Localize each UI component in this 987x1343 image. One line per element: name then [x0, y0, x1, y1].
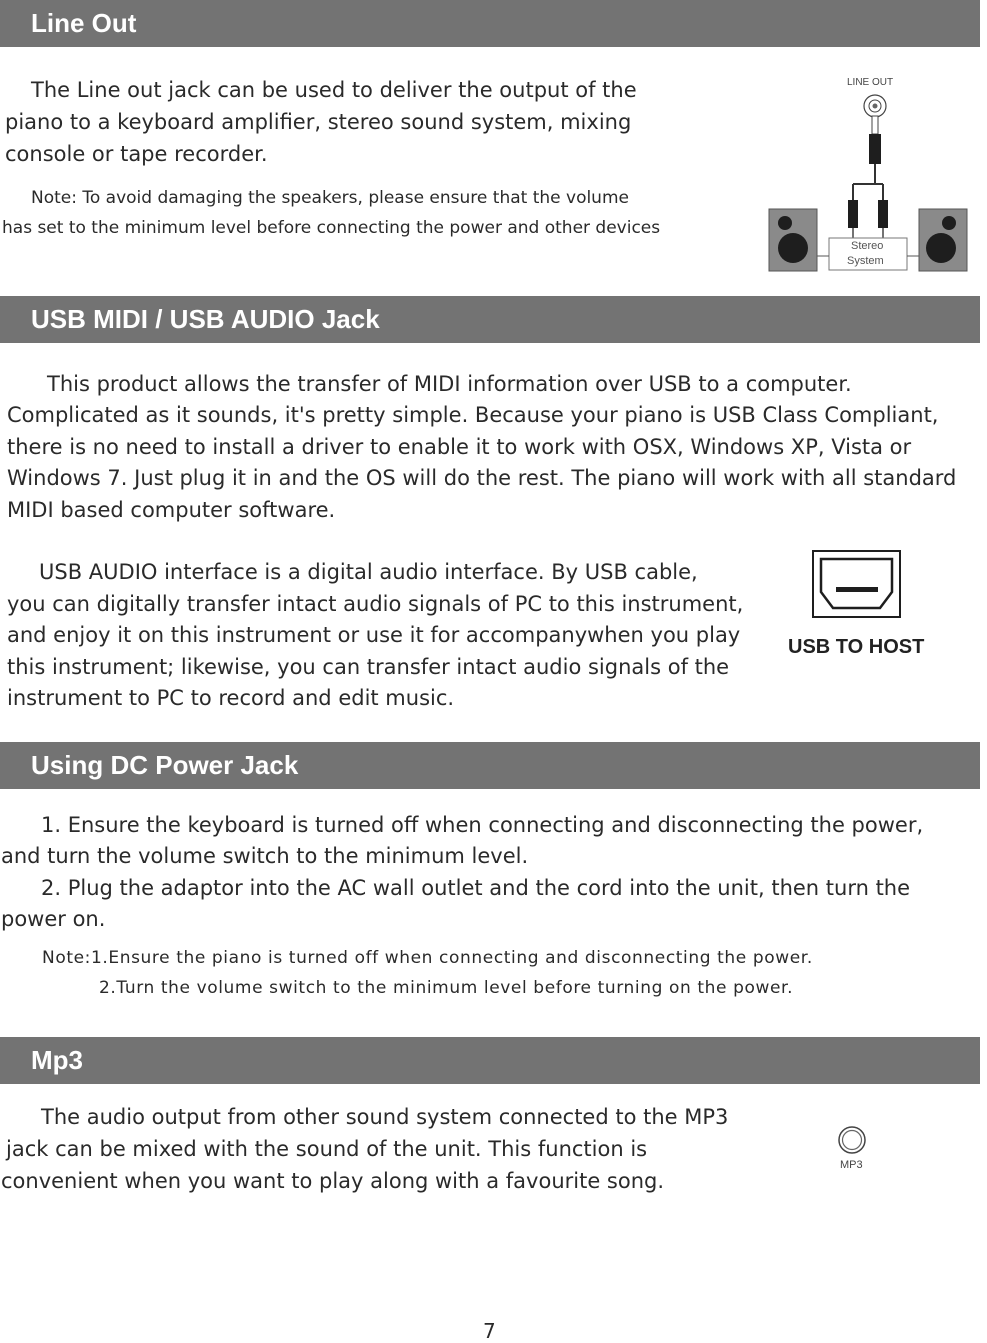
mp3-text-1: The audio output from other sound system connected to the MP3: [41, 1105, 729, 1129]
section-header-usb: [0, 296, 980, 343]
usb-para2-line-5: instrument to PC to record and edit music.: [7, 686, 455, 710]
usb-para1-line-2: Complicated as it sounds, it's pretty simple. Because your piano is USB Class Compliant,: [7, 403, 939, 427]
line-out-note-2: has set to the minimum level before connecting the power and other devices: [2, 218, 661, 238]
dc-step-1-cont: and turn the volume switch to the minimum level.: [1, 844, 529, 868]
dc-note-2: 2.Turn the volume switch to the minimum level before turning on the power.: [99, 978, 794, 998]
usb-para2-line-3: and enjoy it on this instrument or use it for accompanywhen you play: [7, 623, 741, 647]
section-title: Mp3: [31, 1045, 83, 1075]
stereo-system-label-1: Stereo: [851, 240, 884, 252]
usb-para1-line-5: MIDI based computer software.: [7, 498, 336, 522]
section-header-dc: [0, 742, 980, 789]
stereo-system-label-2: System: [847, 255, 884, 267]
usb-para1-line-1: This product allows the transfer of MIDI information over USB to a computer.: [47, 372, 852, 396]
section-title: USB MIDI / USB AUDIO Jack: [31, 304, 380, 334]
dc-step-2: 2. Plug the adaptor into the AC wall outlet and the cord into the unit, then turn the: [41, 876, 911, 900]
usb-para1-line-4: Windows 7. Just plug it in and the OS will do the rest. The piano will work with all standard: [7, 466, 957, 490]
mp3-text-2: jack can be mixed with the sound of the unit. This function is: [6, 1137, 648, 1161]
line-out-text-1: The Line out jack can be used to deliver the output of the: [31, 78, 637, 102]
page-number: 7: [483, 1319, 496, 1343]
line-out-note-1: Note: To avoid damaging the speakers, please ensure that the volume: [31, 188, 629, 208]
line-out-text-3: console or tape recorder.: [5, 142, 268, 166]
section-title: Line Out: [31, 8, 137, 38]
usb-para2-line-1: USB AUDIO interface is a digital audio interface. By USB cable,: [39, 560, 698, 584]
line-out-jack-label: LINE OUT: [847, 77, 894, 88]
section-header-mp3: [0, 1037, 980, 1084]
usb-para2-line-4: this instrument; likewise, you can transfer intact audio signals of the: [7, 655, 730, 679]
usb-to-host-label: USB TO HOST: [788, 636, 925, 658]
dc-step-1: 1. Ensure the keyboard is turned off when connecting and disconnecting the power,: [41, 813, 924, 837]
mp3-jack-icon: [836, 1124, 868, 1156]
line-out-diagram: [765, 74, 975, 274]
dc-step-2-cont: power on.: [1, 907, 106, 931]
mp3-text-3: convenient when you want to play along with a favourite song.: [1, 1169, 665, 1193]
usb-para2-line-2: you can digitally transfer intact audio signals of PC to this instrument,: [7, 592, 744, 616]
section-title: Using DC Power Jack: [31, 750, 299, 780]
usb-para1-line-3: there is no need to install a driver to enable it to work with OSX, Windows XP, Vista or: [7, 435, 912, 459]
line-out-text-2: piano to a keyboard amplifier, stereo sound system, mixing: [5, 110, 632, 134]
usb-port-icon: [812, 550, 902, 620]
section-header-line-out: [0, 0, 980, 47]
mp3-jack-label: MP3: [840, 1159, 863, 1171]
dc-note-1: Note:1.Ensure the piano is turned off when connecting and disconnecting the power.: [42, 948, 813, 968]
